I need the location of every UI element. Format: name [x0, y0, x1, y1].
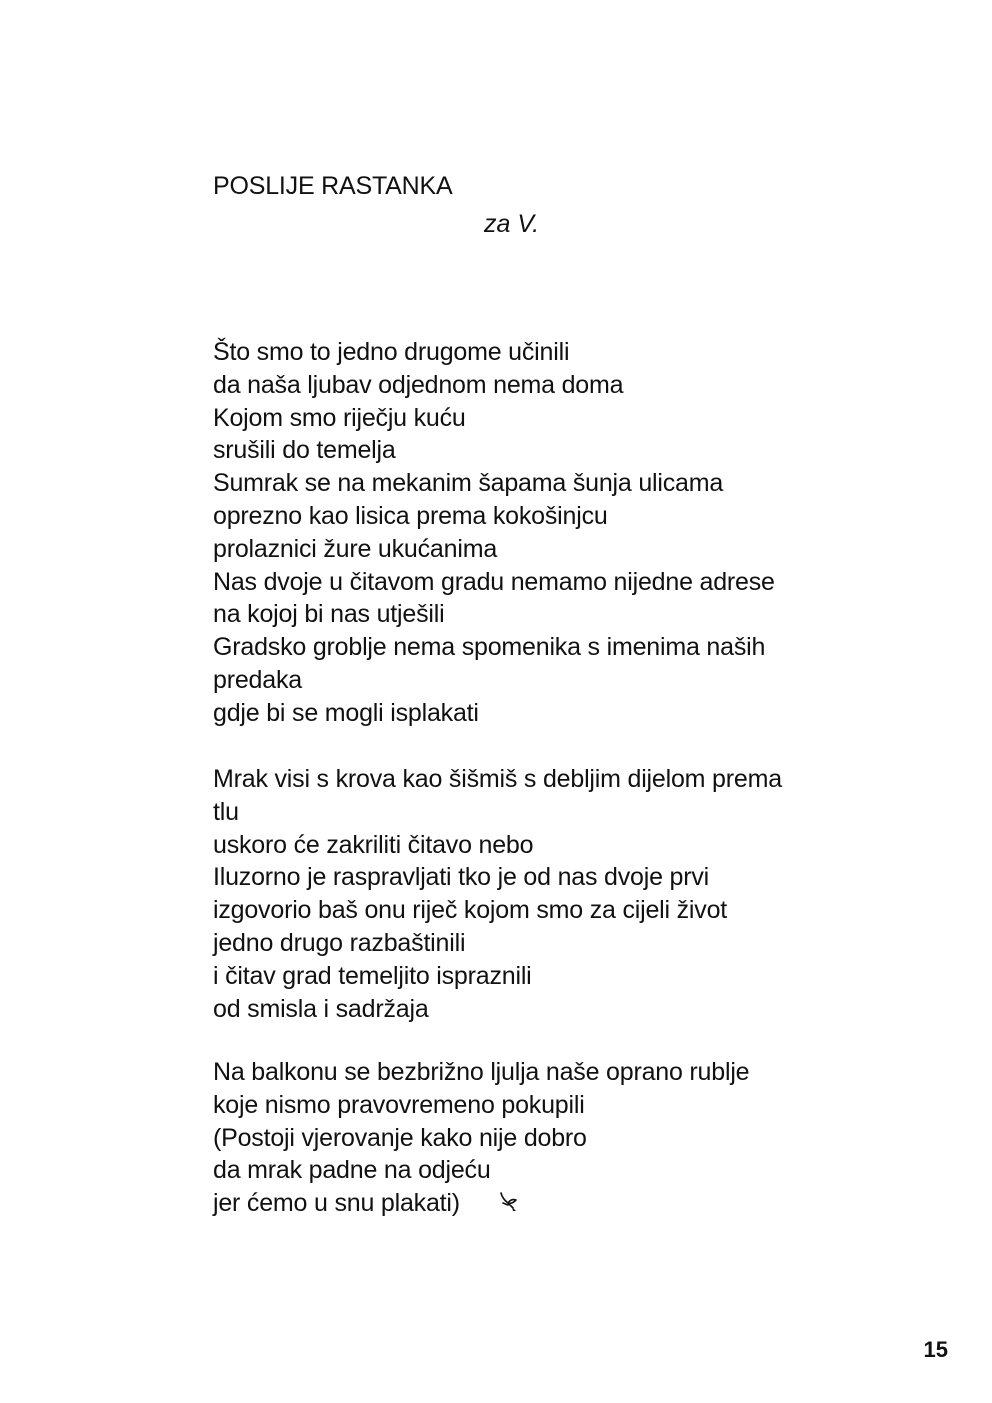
poem-line: Što smo to jedno drugome učinili	[213, 338, 570, 366]
poem-line: gdje bi se mogli isplakati	[213, 698, 479, 727]
poem-line: (Postoji vjerovanje kako nije dobro	[213, 1123, 587, 1152]
poem-line: uskoro će zakriliti čitavo nebo	[213, 830, 534, 859]
poem-line: Iluzorno je raspravljati tko je od nas dvoje prvi	[213, 863, 710, 892]
stanza	[213, 763, 873, 1025]
poem-line: Gradsko groblje nema spomenika s imenima naših	[213, 633, 766, 662]
poem-line: i čitav grad temeljito ispraznili	[213, 961, 532, 990]
stanza	[213, 1056, 873, 1220]
poem-line: od smisla i sadržaja	[213, 994, 429, 1023]
poem-line: koje nismo pravovremeno pokupili	[213, 1090, 585, 1119]
poem-line: predaka	[213, 665, 302, 694]
poem-line: Kojom smo riječju kuću	[213, 403, 466, 432]
stanza	[213, 336, 873, 730]
poem-line: izgovorio baš onu riječ kojom smo za cijeli život	[213, 896, 728, 925]
page-number: 15	[923, 1337, 948, 1362]
poem-line: Na balkonu se bezbrižno ljulja naše oprano rublje	[213, 1058, 750, 1086]
quill-pen-icon	[496, 1189, 520, 1211]
poem-line: tlu	[213, 797, 239, 826]
poem-dedication: za V.	[484, 210, 540, 238]
poem-line: Sumrak se na mekanim šapama šunja ulicama	[213, 469, 724, 498]
poem-title: POSLIJE RASTANKA	[213, 172, 453, 200]
poem-line: srušili do temelja	[213, 436, 396, 465]
poem-line: Nas dvoje u čitavom gradu nemamo nijedne adrese	[213, 567, 775, 596]
poem-line: oprezno kao lisica prema kokošinjcu	[213, 501, 608, 530]
poem-line: da mrak padne na odjeću	[213, 1156, 491, 1185]
poem-line: prolaznici žure ukućanima	[213, 534, 498, 563]
poem-line: Mrak visi s krova kao šišmiš s debljim dijelom prema	[213, 765, 782, 793]
poem-last-line-wrap	[213, 1187, 873, 1220]
poem-line: jer ćemo u snu plakati)	[213, 1189, 460, 1218]
poem-line: da naša ljubav odjednom nema doma	[213, 370, 624, 399]
poem-line: na kojoj bi nas utješili	[213, 600, 445, 629]
poem-line: jedno drugo razbaštinili	[213, 928, 466, 957]
